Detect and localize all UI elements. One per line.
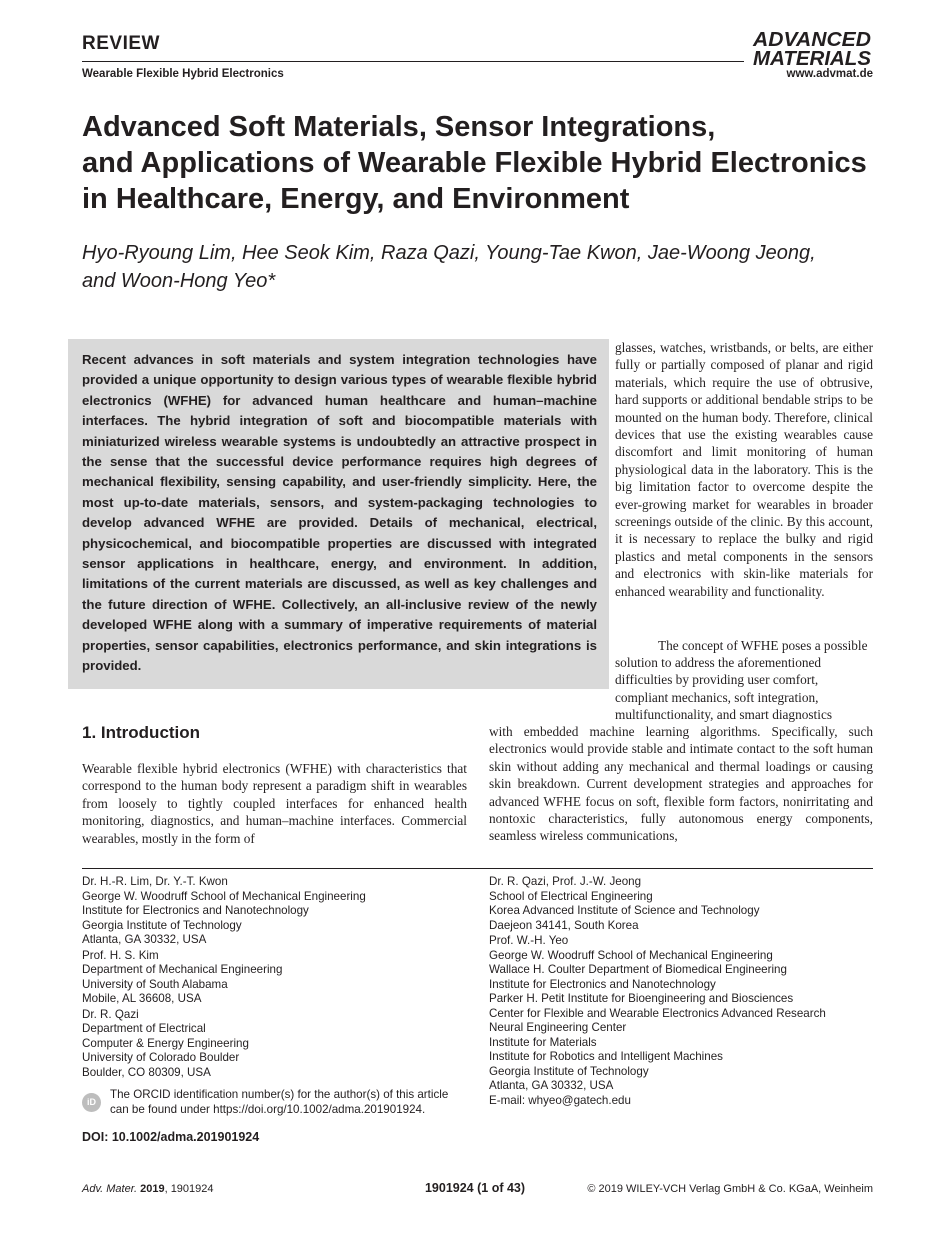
affiliation-line: George W. Woodruff School of Mechanical Engineering: [82, 889, 366, 903]
citation-journal: Adv. Mater.: [82, 1183, 138, 1195]
copyright: © 2019 WILEY-VCH Verlag GmbH & Co. KGaA, Weinheim: [587, 1183, 873, 1195]
article-title: [82, 109, 882, 217]
affiliation-line: Institute for Electronics and Nanotechnology: [82, 904, 309, 917]
paragraph-line: The concept of WFHE poses a possible: [658, 638, 868, 653]
page-number: 1901924 (1 of 43): [424, 1181, 526, 1195]
affiliation-line: Georgia Institute of Technology: [489, 1064, 649, 1078]
affiliation-line: Institute for Electronics and Nanotechnology: [489, 977, 716, 991]
affiliation-line: University of Colorado Boulder: [82, 1051, 240, 1064]
affiliation-line: Department of Electrical: [82, 1022, 206, 1035]
affiliation-line: Georgia Institute of Technology: [82, 918, 242, 932]
journal-logo: [749, 28, 873, 68]
intro-paragraph-2-narrow: [615, 637, 873, 654]
affiliation-line: Mobile, AL 36608, USA: [82, 992, 202, 1005]
affiliation-line: Computer & Energy Engineering: [82, 1036, 249, 1050]
orcid-note: [110, 1088, 480, 1117]
affiliations-left: [82, 875, 482, 1081]
section-label: Wearable Flexible Hybrid Electronics: [82, 68, 284, 80]
intro-paragraph-2-narrow-cont: [615, 654, 873, 724]
affiliation-line: Neural Engineering Center: [489, 1021, 627, 1034]
abstract-text: Recent advances in soft materials and system integration technologies have provided a unique opportunity to design various types of wearable flexible hybrid electronics (WFHE) for advanced human healthcare and human–machine interfaces. The hybrid integration of soft and biocompatible materials with miniaturized wireless wearable systems is undoubtedly an attractive prospect in the sense that the successful device performance requires high degrees of mechanical flexibility, sensing capability, and user-friendly simplicity. Here, the most up-to-date materials, sensors, and system-packaging technologies to develop advanced WFHE are provided. Details of mechanical, electrical, physicochemical, and biocompatible properties are discussed with integrated sensor applications in healthcare, energy, and environment. In addition, limitations of the current materials are discussed, as well as key challenges and the future direction of WFHE. Collectively, an all-inclusive review of the newly developed WFHE along with a summary of imperative requirements of material properties, sensor capabilities, electronics performance, and skin integrations is provided.: [82, 352, 597, 674]
affiliation-line: Dr. H.-R. Lim, Dr. Y.-T. Kwon: [82, 875, 228, 888]
affiliation-block: [82, 949, 482, 1007]
affiliation-line: Atlanta, GA 30332, USA: [489, 1079, 614, 1092]
affiliation-line: Center for Flexible and Wearable Electronics Advanced Research: [489, 1006, 826, 1020]
title-line: and Applications of Wearable Flexible Hybrid Electronics: [82, 147, 867, 179]
affiliation-line: Dr. R. Qazi, Prof. J.-W. Jeong: [489, 875, 642, 888]
intro-paragraph-1-left: Wearable flexible hybrid electronics (WFHE) with characteristics that correspond to the human body represent a paradigm shift in wearables from loosely to tightly coupled interfaces for enhanced health monitoring, diagnostics, and human–machine interfaces. Commercial wearables, mostly in the form of: [82, 761, 467, 846]
affiliation-line: Korea Advanced Institute of Science and Technology: [489, 904, 760, 917]
author-line: and Woon-Hong Yeo*: [82, 270, 276, 292]
paragraph-line: difficulties by providing user comfort,: [615, 672, 819, 688]
paragraph-line: compliant mechanics, soft integration,: [615, 689, 819, 705]
affiliation-line: Institute for Robotics and Intelligent Machines: [489, 1050, 723, 1063]
section-heading: 1. Introduction: [82, 723, 201, 742]
affiliation-line: School of Electrical Engineering: [489, 889, 653, 903]
title-line: in Healthcare, Energy, and Environment: [82, 183, 630, 215]
citation-id: , 1901924: [164, 1183, 214, 1195]
affiliation-line: Atlanta, GA 30332, USA: [82, 933, 207, 946]
affiliation-block: [82, 1008, 482, 1081]
intro-paragraph-2-wide: with embedded machine learning algorithms. Specifically, such electronics would provide stable and intimate contact to the soft human skin without adding any mechanical and thermal loadings or causing skin breakdown. Current development strategies and approaches for advanced WFHE focus on soft, flexible form factors, nonirritating and nontoxic characteristics, fully autonomous energy components, seamless wireless communications,: [489, 724, 873, 844]
affiliation-line: Parker H. Petit Institute for Bioengineering and Biosciences: [489, 992, 794, 1005]
logo-word-bottom: MATERIALS: [753, 48, 872, 68]
paragraph-line: solution to address the aforementioned: [615, 655, 822, 670]
doi[interactable]: DOI: 10.1002/adma.201901924: [82, 1130, 260, 1144]
affiliation-block: [489, 934, 873, 1108]
logo-word-top: ADVANCED: [751, 29, 871, 51]
author-list: [82, 239, 902, 295]
affiliation-line: Prof. W.-H. Yeo: [489, 934, 569, 947]
affiliation-line: Daejeon 34141, South Korea: [489, 918, 639, 932]
affiliation-line: Department of Mechanical Engineering: [82, 963, 283, 976]
affiliation-line: Boulder, CO 80309, USA: [82, 1065, 211, 1079]
affiliation-line: University of South Alabama: [82, 977, 228, 991]
title-line: Advanced Soft Materials, Sensor Integrations,: [82, 111, 716, 143]
affiliation-line: Wallace H. Coulter Department of Biomedical Engineering: [489, 963, 787, 976]
affiliation-block: [82, 875, 482, 948]
affiliation-line: Institute for Materials: [489, 1035, 597, 1049]
journal-url[interactable]: www.advmat.de: [786, 68, 873, 80]
citation-year: 2019: [140, 1183, 165, 1195]
orcid-icon[interactable]: iD: [82, 1093, 101, 1112]
affiliation-block: [489, 875, 873, 933]
footnote-rule: [82, 868, 873, 869]
author-line: Hyo-Ryoung Lim, Hee Seok Kim, Raza Qazi, Young-Tae Kwon, Jae-Woong Jeong,: [82, 242, 816, 264]
affiliation-line: Dr. R. Qazi: [82, 1007, 139, 1021]
affiliation-line: George W. Woodruff School of Mechanical Engineering: [489, 948, 773, 962]
author-email[interactable]: E-mail: whyeo@gatech.edu: [489, 1093, 631, 1107]
paragraph-line: multifunctionality, and smart diagnostics: [615, 707, 833, 723]
affiliations-right: [489, 875, 873, 1109]
article-type: REVIEW: [82, 33, 160, 54]
affiliation-line: Prof. H. S. Kim: [82, 948, 159, 962]
header-rule: [82, 61, 744, 62]
intro-paragraph-1-right: glasses, watches, wristbands, or belts, are either fully or partially composed of planar and rigid materials, which require the use of obtrusive, hard supports or additional bendable strips to be mounted on the human body. Therefore, clinical devices that use the existing wearables cause discomfort and limit monitoring of human physiological data in the laboratory. This is the big limitation factor to overcome despite the ever-growing market for wearables in broader screenings outside of the clinic. By this account, it is necessary to replace the bulky and rigid plastics and metal components in the sensors and electronics with skin-like materials for enhanced wearability and functionality.: [615, 340, 873, 599]
orcid-line: The ORCID identification number(s) for the author(s) of this article: [110, 1088, 449, 1101]
orcid-line: can be found under https://doi.org/10.1002/adma.201901924.: [110, 1102, 426, 1116]
